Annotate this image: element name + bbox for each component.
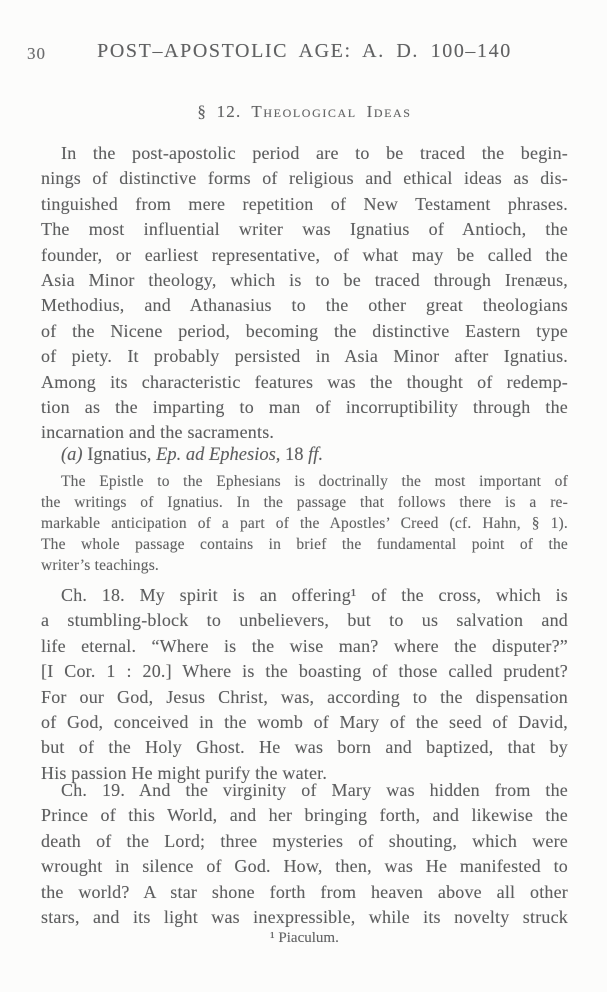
citation-line [41, 443, 568, 468]
text-line: the writings of Ignatius. In the passage that follows there is a re- [41, 494, 568, 511]
running-header: POST–APOSTOLIC AGE: A. D. 100–140 [97, 40, 512, 62]
text-line: His passion He might purify the water. [41, 762, 328, 783]
footnote [41, 930, 568, 947]
text-line: Methodius, and Athanasius to the other great theologians [41, 295, 568, 316]
citation-segment: Ignatius, [87, 445, 157, 465]
text-line: tinguished from mere repetition of New Testament phrases. [41, 193, 568, 214]
text-line: [I Cor. 1 : 20.] Where is the boasting of those called prudent? [41, 661, 568, 682]
text-line: of piety. It probably persisted in Asia Minor after Ignatius. [41, 346, 568, 367]
citation-segment: (a) [61, 445, 88, 465]
text-line: the world? A star shone forth from heaven above all other [41, 881, 568, 902]
citation-segment: , 18 [275, 445, 309, 465]
text-line: a stumbling-block to unbelievers, but to us salvation and [41, 610, 568, 631]
text-line: wrought in silence of God. How, then, was He manifested to [41, 856, 568, 877]
section-number: § 12. [197, 102, 242, 121]
text-line: of God, conceived in the womb of Mary of the seed of David, [41, 712, 568, 733]
text-line: Asia Minor theology, which is to be traced through Irenæus, [41, 270, 568, 291]
text-line: but of the Holy Ghost. He was born and baptized, that by [41, 737, 568, 758]
text-line: Prince of this World, and her bringing forth, and likewise the [41, 805, 568, 826]
text-line: The whole passage contains in brief the fundamental point of the [41, 536, 568, 553]
paragraph-editor-note [41, 471, 568, 576]
text-line: In the post-apostolic period are to be traced the begin- [61, 143, 568, 163]
text-line: life eternal. “Where is the wise man? where the disputer?” [41, 635, 568, 656]
text-line: founder, or earliest representative, of what may be called the [41, 244, 568, 265]
text-line: The Epistle to the Ephesians is doctrinally the most important of [61, 473, 568, 490]
citation-segment: Ep. ad Ephesios [156, 445, 276, 465]
footnote-marker: ¹ [270, 930, 275, 946]
paragraph-intro [41, 141, 568, 446]
paragraph-chapter-18 [41, 583, 568, 786]
section-title: Theological Ideas [251, 102, 412, 121]
footnote-text: Piaculum. [278, 930, 339, 946]
text-line: of the Nicene period, becoming the distinctive Eastern type [41, 320, 568, 341]
section-heading [41, 102, 568, 122]
text-line: death of the Lord; three mysteries of shouting, which were [41, 830, 568, 851]
text-line: Ch. 19. And the virginity of Mary was hidden from the [61, 780, 568, 800]
text-line: incarnation and the sacraments. [41, 422, 275, 443]
text-line: markable anticipation of a part of the Apostles’ Creed (cf. Hahn, § 1). [41, 515, 568, 532]
paragraph-chapter-19 [41, 778, 568, 930]
text-line: tion as the imparting to man of incorruptibility through the [41, 397, 568, 418]
citation-segment: ff. [308, 445, 324, 465]
text-line: The most influential writer was Ignatius of Antioch, the [41, 219, 568, 240]
text-line: nings of distinctive forms of religious and ethical ideas as dis- [41, 168, 568, 189]
text-line: For our God, Jesus Christ, was, according to the dispensation [41, 686, 568, 707]
text-line: Among its characteristic features was the thought of redemp- [41, 371, 568, 392]
text-line: stars, and its light was inexpressible, while its novelty struck [41, 907, 568, 928]
page-number: 30 [27, 44, 46, 63]
text-line: writer’s teachings. [41, 557, 160, 574]
text-line: Ch. 18. My spirit is an offering¹ of the cross, which is [61, 585, 568, 605]
